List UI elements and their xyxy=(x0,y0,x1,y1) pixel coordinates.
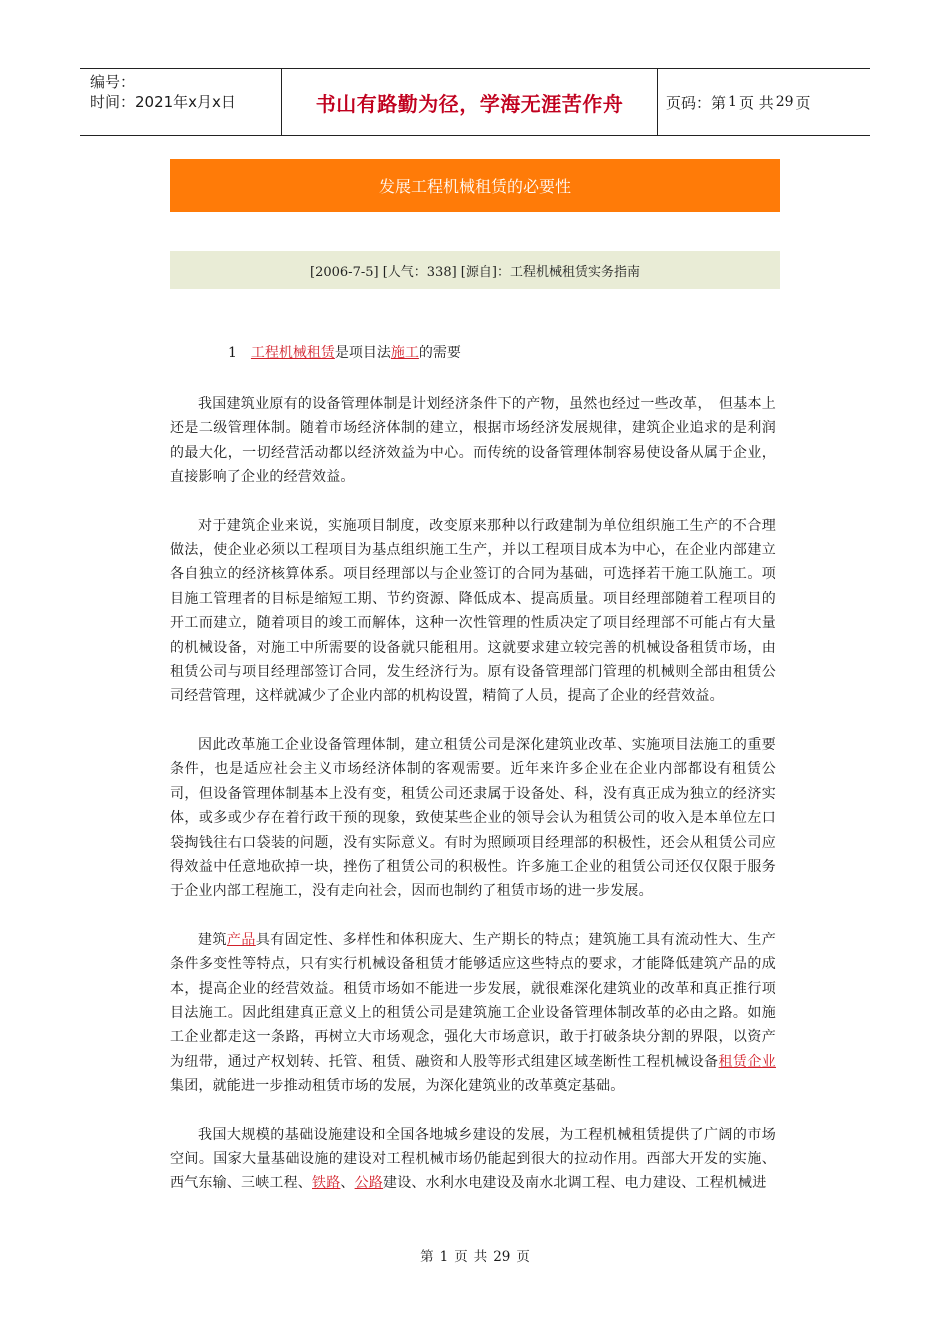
header-left-cell xyxy=(80,69,282,135)
footer-page-number: 1 xyxy=(439,1249,449,1265)
header-motto: 书山有路勤为径，学海无涯苦作舟 xyxy=(282,69,658,135)
link-leasing-enterprise[interactable]: 租赁企业 xyxy=(718,1053,776,1070)
paragraph-5-text-b: 、 xyxy=(340,1175,355,1192)
link-engineering-machinery-leasing[interactable]: 工程机械租赁 xyxy=(250,345,335,361)
header-page-number: 1 xyxy=(728,94,737,110)
header-page-total: 29 xyxy=(775,94,794,110)
document-time-label: 时间：2021年x月x日 xyxy=(90,93,236,111)
paragraph-5-text-c: 建设、水利水电建设及南水北调工程、电力建设、工程机械进 xyxy=(383,1175,767,1192)
link-railway[interactable]: 铁路 xyxy=(312,1175,341,1192)
header-page-indicator xyxy=(658,69,870,135)
link-construction[interactable]: 施工 xyxy=(390,345,419,361)
section-heading xyxy=(228,343,461,363)
paragraph-2: 对于建筑企业来说，实施项目制度，改变原来那种以行政建制为单位组织施工生产的不合理做法，使企业必须以工程项目为基点组织施工生产，并以工程项目成本为中心，在企业内部建立各自独立的经济核算体系。项目经理部以与企业签订的合同为基础，可选择若干施工队施工。项目施工管理者的目标是缩短工期、节约资源、降低成本、提高质量。项目经理部随着工程项目的开工而建立，随着项目的竣工而解体，这种一次性管理的性质决定了项目经理部不可能占有大量的机械设备，对施工中所需要的设备就只能租用。这就要求建立较完善的机械设备租赁市场，由租赁公司与项目经理部签订合同，发生经济行为。原有设备管理部门管理的机械则全部由租赁公司经营管理，这样就减少了企业内部的机构设置，精简了人员，提高了企业的经营效益。 xyxy=(170,517,776,705)
header-page-prefix: 页码：第 xyxy=(666,93,727,112)
paragraph-4-text-b: 具有固定性、多样性和体积庞大、生产期长的特点；建筑施工具有流动性大、生产条件多变性等特点，只有实行机械设备租赁才能够适应这些特点的要求，才能降低建筑产品的成本，提高企业的经营效益。租赁市场如不能进一步发展，就很难深化建筑业的改革和真正推行项目法施工。因此组建真正意义上的租赁公司是建筑施工企业设备管理体制改革的必由之路。如施工企业都走这一条路，再树立大市场观念，强化大市场意识，敢于打破条块分割的界限，以资产为纽带，通过产权划转、托管、租赁、融资和人股等形式组建区域垄断性工程机械设备 xyxy=(170,931,777,1070)
paragraph-4-text-a: 建筑 xyxy=(198,931,227,948)
paragraph-5-text-a: 我国大规模的基础设施建设和全国各地城乡建设的发展，为工程机械租赁提供了广阔的市场空间。国家大量基础设施的建设对工程机械市场仍能起到很大的拉动作用。西部大开发的实施、西气东输、三峡工程、 xyxy=(170,1126,776,1192)
header-page-suffix: 页 xyxy=(795,93,811,112)
section-number: 1 xyxy=(228,345,237,361)
section-text-1: 是项目法 xyxy=(334,345,391,361)
footer-mid-1: 页 xyxy=(454,1249,468,1265)
article-meta: [2006-7-5] [人气：338] [源自]：工程机械租赁实务指南 xyxy=(170,251,780,289)
page-header xyxy=(80,68,870,136)
footer-prefix: 第 xyxy=(420,1249,434,1265)
paragraph-4-text-c: 集团，就能进一步推动租赁市场的发展，为深化建筑业的改革奠定基础。 xyxy=(170,1078,625,1095)
article-body xyxy=(170,392,776,1220)
header-page-mid: 页 共 xyxy=(738,93,774,112)
paragraph-5 xyxy=(170,1123,776,1196)
footer-suffix: 页 xyxy=(516,1249,530,1265)
section-text-2: 的需要 xyxy=(418,345,461,361)
paragraph-3: 因此改革施工企业设备管理体制，建立租赁公司是深化建筑业改革、实施项目法施工的重要条件，也是适应社会主义市场经济体制的客观需要。近年来许多企业在企业内部都设有租赁公司，但设备管理体制基本上没有变，租赁公司还隶属于设备处、科，没有真正成为独立的经济实体，或多或少存在着行政干预的现象，致使某些企业的领导会认为租赁公司的收入是本单位左口袋掏钱往右口袋装的问题，没有实际意义。有时为照顾项目经理部的积极性，还会从租赁公司应得效益中任意地砍掉一块，挫伤了租赁公司的积极性。许多施工企业的租赁公司还仅仅限于服务于企业内部工程施工，没有走向社会，因而也制约了租赁市场的进一步发展。 xyxy=(170,736,776,900)
link-highway[interactable]: 公路 xyxy=(354,1175,384,1192)
paragraph-1: 我国建筑业原有的设备管理体制是计划经济条件下的产物，虽然也经过一些改革， 但基本上还是二级管理体制。随着市场经济体制的建立，根据市场经济发展规律，建筑企业追求的是利润的最大化，一切经营活动都以经济效益为中心。而传统的设备管理体制容易使设备从属于企业，直接影响了企业的经营效益。 xyxy=(170,396,776,486)
link-product[interactable]: 产品 xyxy=(226,931,256,948)
footer-mid-2: 共 xyxy=(473,1249,488,1265)
article-title: 发展工程机械租赁的必要性 xyxy=(170,159,780,212)
document-number-label: 编号： xyxy=(90,73,136,91)
page-footer xyxy=(0,1245,950,1265)
paragraph-4 xyxy=(170,928,776,1099)
footer-total: 29 xyxy=(493,1249,511,1265)
